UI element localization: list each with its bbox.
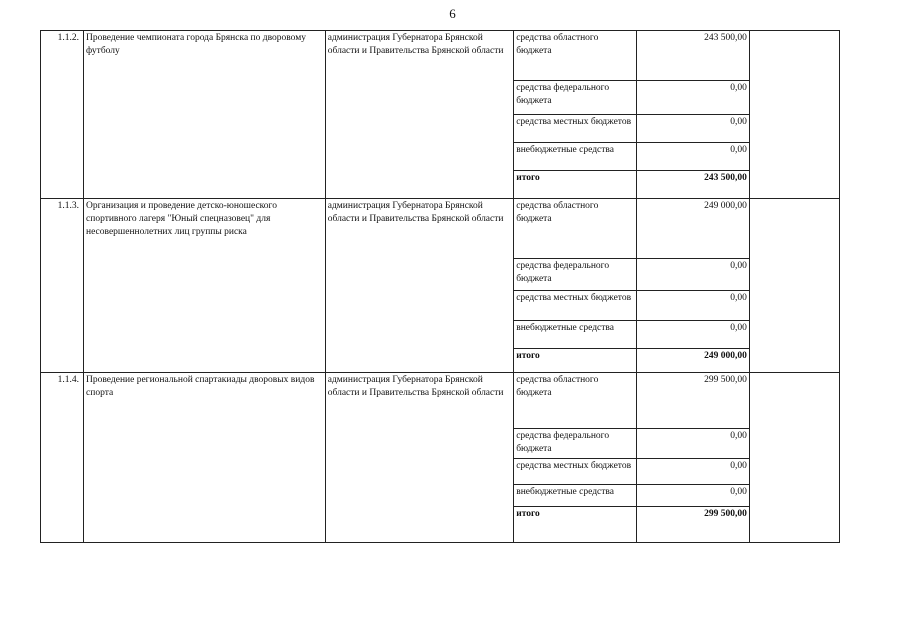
item-number: 1.1.3. (41, 199, 84, 373)
funding-source: средства областного бюджета (514, 373, 637, 429)
item-number: 1.1.4. (41, 373, 84, 543)
funding-amount: 0,00 (637, 485, 750, 507)
funding-source: средства местных бюджетов (514, 459, 637, 485)
total-label: итого (514, 349, 637, 373)
funding-source: средства областного бюджета (514, 31, 637, 81)
total-amount: 299 500,00 (637, 507, 750, 543)
item-name: Проведение чемпионата города Брянска по дворовому футболу (84, 31, 326, 199)
funding-amount: 0,00 (637, 321, 750, 349)
funding-amount: 0,00 (637, 459, 750, 485)
item-executor: администрация Губернатора Брянской области и Правительства Брянской области (325, 31, 513, 199)
empty-cell (749, 373, 839, 543)
item-name: Организация и проведение детско-юношеского спортивного лагеря "Юный спецназовец" для несовершеннолетних лиц группы риска (84, 199, 326, 373)
funding-source: средства местных бюджетов (514, 291, 637, 321)
table-row (41, 199, 840, 259)
funding-amount: 0,00 (637, 115, 750, 143)
item-name: Проведение региональной спартакиады дворовых видов спорта (84, 373, 326, 543)
funding-source: внебюджетные средства (514, 485, 637, 507)
funding-source: средства федерального бюджета (514, 81, 637, 115)
funding-amount: 249 000,00 (637, 199, 750, 259)
funding-amount: 0,00 (637, 81, 750, 115)
funding-source: внебюджетные средства (514, 321, 637, 349)
funding-amount: 0,00 (637, 429, 750, 459)
table-row (41, 31, 840, 81)
funding-amount: 0,00 (637, 291, 750, 321)
total-label: итого (514, 171, 637, 199)
total-amount: 249 000,00 (637, 349, 750, 373)
funding-amount: 243 500,00 (637, 31, 750, 81)
funding-source: средства федерального бюджета (514, 429, 637, 459)
funding-source: средства областного бюджета (514, 199, 637, 259)
funding-amount: 299 500,00 (637, 373, 750, 429)
funding-source: средства федерального бюджета (514, 259, 637, 291)
funding-source: внебюджетные средства (514, 143, 637, 171)
funding-amount: 0,00 (637, 143, 750, 171)
item-executor: администрация Губернатора Брянской области и Правительства Брянской области (325, 373, 513, 543)
item-number: 1.1.2. (41, 31, 84, 199)
funding-source: средства местных бюджетов (514, 115, 637, 143)
page-number: 6 (449, 6, 456, 21)
total-amount: 243 500,00 (637, 171, 750, 199)
empty-cell (749, 31, 839, 199)
item-executor: администрация Губернатора Брянской области и Правительства Брянской области (325, 199, 513, 373)
budget-table (40, 30, 840, 543)
total-label: итого (514, 507, 637, 543)
table-row (41, 373, 840, 429)
funding-amount: 0,00 (637, 259, 750, 291)
empty-cell (749, 199, 839, 373)
